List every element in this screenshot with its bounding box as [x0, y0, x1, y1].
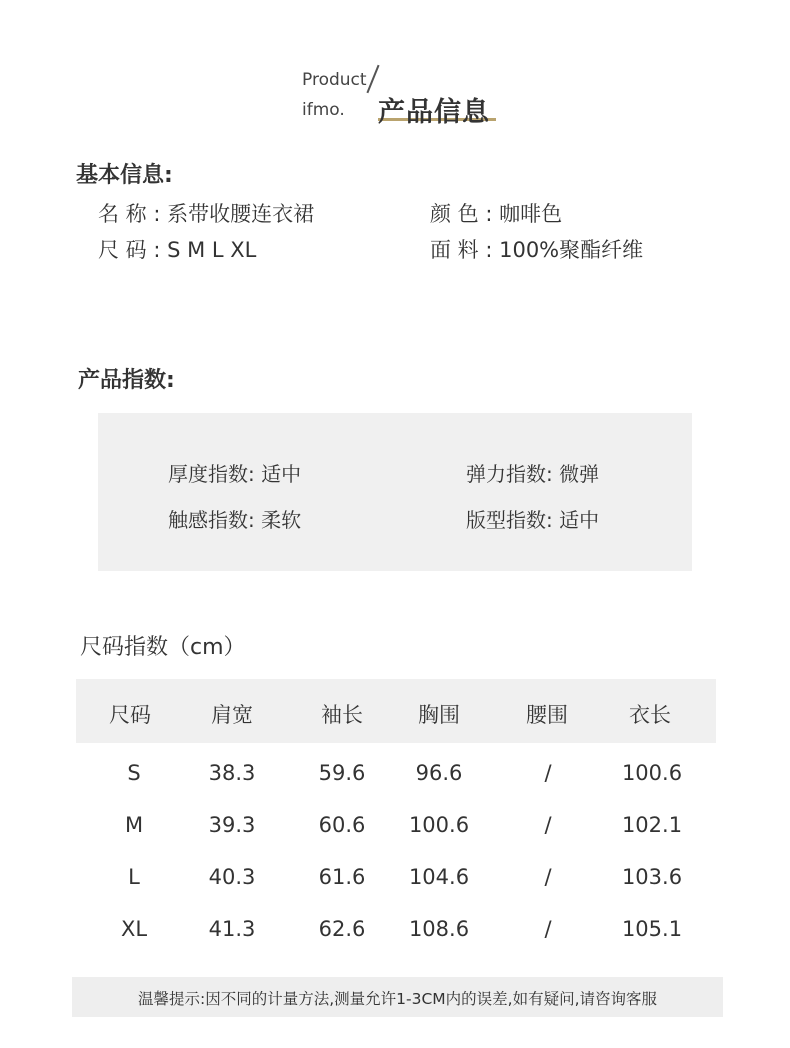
basic-info-name: 名 称 : 系带收腰连衣裙 — [98, 202, 315, 226]
size-table-title: 尺码指数（cm） — [80, 635, 246, 660]
index-elasticity: 弹力指数: 微弹 — [466, 462, 600, 486]
size-table-cell: 103.6 — [621, 865, 683, 889]
size-table-header-cell: 衣长 — [629, 703, 671, 727]
size-table-header-cell: 腰围 — [526, 703, 568, 727]
size-table-cell: 100.6 — [621, 761, 683, 785]
size-table-cell: 60.6 — [318, 813, 366, 837]
page-title: 产品信息 — [378, 97, 490, 128]
basic-info-size: 尺 码 : S M L XL — [98, 238, 257, 262]
size-table-cell: M — [124, 813, 144, 837]
size-table-header-cell: 袖长 — [321, 703, 363, 727]
index-touch: 触感指数: 柔软 — [168, 508, 302, 532]
size-table-cell: 104.6 — [408, 865, 470, 889]
size-table-cell: 61.6 — [318, 865, 366, 889]
size-table-cell: 38.3 — [208, 761, 256, 785]
size-table-header-cell: 胸围 — [418, 703, 460, 727]
basic-info-title: 基本信息: — [76, 163, 173, 188]
size-table-cell: 102.1 — [621, 813, 683, 837]
header-slash-divider — [366, 65, 379, 94]
size-table-cell: XL — [120, 917, 148, 941]
size-table-cell: 62.6 — [318, 917, 366, 941]
size-table-header-cell: 尺码 — [109, 703, 151, 727]
size-table-cell: 40.3 — [208, 865, 256, 889]
product-index-title: 产品指数: — [78, 368, 175, 393]
size-table-cell: 100.6 — [408, 813, 470, 837]
measurement-note: 温馨提示:因不同的计量方法,测量允许1-3CM内的误差,如有疑问,请咨询客服 — [137, 990, 658, 1008]
size-table-cell: / — [544, 761, 552, 785]
size-table-header-cell: 肩宽 — [211, 703, 253, 727]
header-english-line2: ifmo. — [302, 100, 345, 120]
index-fit: 版型指数: 适中 — [466, 508, 600, 532]
size-table-cell: 96.6 — [415, 761, 463, 785]
size-table-cell: 39.3 — [208, 813, 256, 837]
product-index-panel — [98, 413, 692, 571]
size-table-cell: / — [544, 865, 552, 889]
size-table-cell: 41.3 — [208, 917, 256, 941]
basic-info-color: 颜 色 : 咖啡色 — [430, 202, 563, 226]
size-table-cell: / — [544, 917, 552, 941]
basic-info-fabric: 面 料 : 100%聚酯纤维 — [430, 238, 644, 262]
size-table-cell: 108.6 — [408, 917, 470, 941]
size-table-cell: 59.6 — [318, 761, 366, 785]
size-table-cell: S — [127, 761, 141, 785]
size-table-cell: L — [128, 865, 140, 889]
size-table-cell: / — [544, 813, 552, 837]
index-thickness: 厚度指数: 适中 — [168, 462, 302, 486]
header-english-line1: Product — [302, 70, 367, 90]
size-table-cell: 105.1 — [621, 917, 683, 941]
